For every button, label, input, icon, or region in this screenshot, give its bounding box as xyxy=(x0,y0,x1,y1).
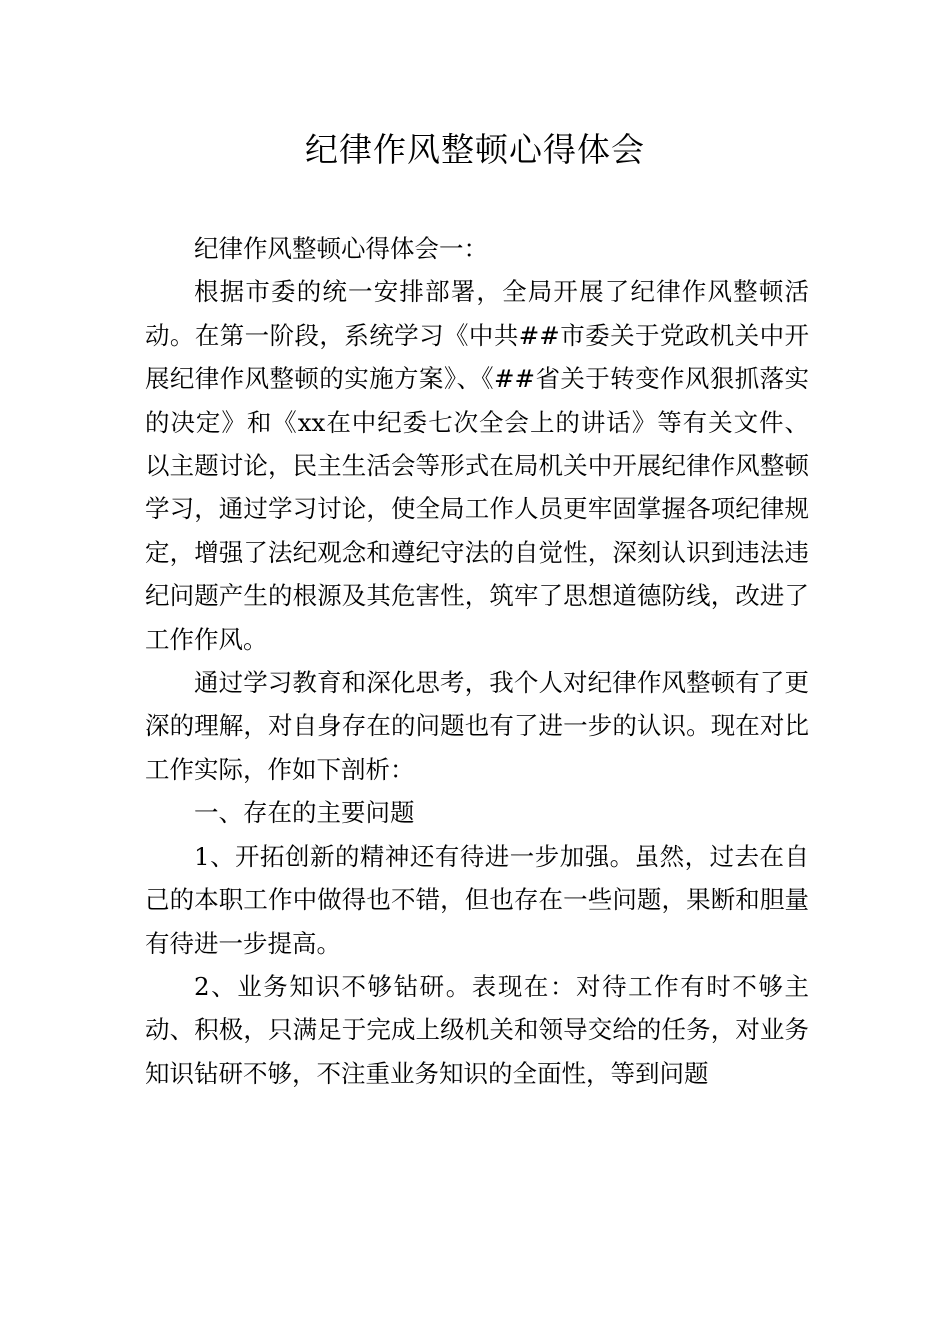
paragraph-item-2: 2、业务知识不够钻研。表现在：对待工作有时不够主动、积极，只满足于完成上级机关和领导交给的任务，对业务知识钻研不够，不注重业务知识的全面性，等到问题 xyxy=(145,971,809,1088)
section-heading-problems: 一、存在的主要问题 xyxy=(194,798,415,828)
paragraph-reflection: 通过学习教育和深化思考，我个人对纪律作风整顿有了更深的理解，对自身存在的问题也有了进一步的认识。现在对比工作实际，作如下剖析： xyxy=(145,668,809,784)
section-label: 纪律作风整顿心得体会一： xyxy=(194,234,488,263)
document-body xyxy=(145,227,809,1095)
paragraph-intro: 根据市委的统一安排部署，全局开展了纪律作风整顿活动。在第一阶段，系统学习《中共##市委关于党政机关中开展纪律作风整顿的实施方案》、《##省关于转变作风狠抓落实的决定》和《xx在中纪委七次全会上的讲话》等有关文件、以主题讨论，民主生活会等形式在局机关中开展纪律作风整顿学习，通过学习讨论，使全局工作人员更牢固掌握各项纪律规定，增强了法纪观念和遵纪守法的自觉性，深刻认识到违法违纪问题产生的根源及其危害性，筑牢了思想道德防线，改进了工作作风。 xyxy=(145,277,809,654)
paragraph-item-1: 1、开拓创新的精神还有待进一步加强。虽然，过去在自己的本职工作中做得也不错，但也存在一些问题，果断和胆量有待进一步提高。 xyxy=(145,841,809,958)
document-title: 纪律作风整顿心得体会 xyxy=(305,130,645,169)
